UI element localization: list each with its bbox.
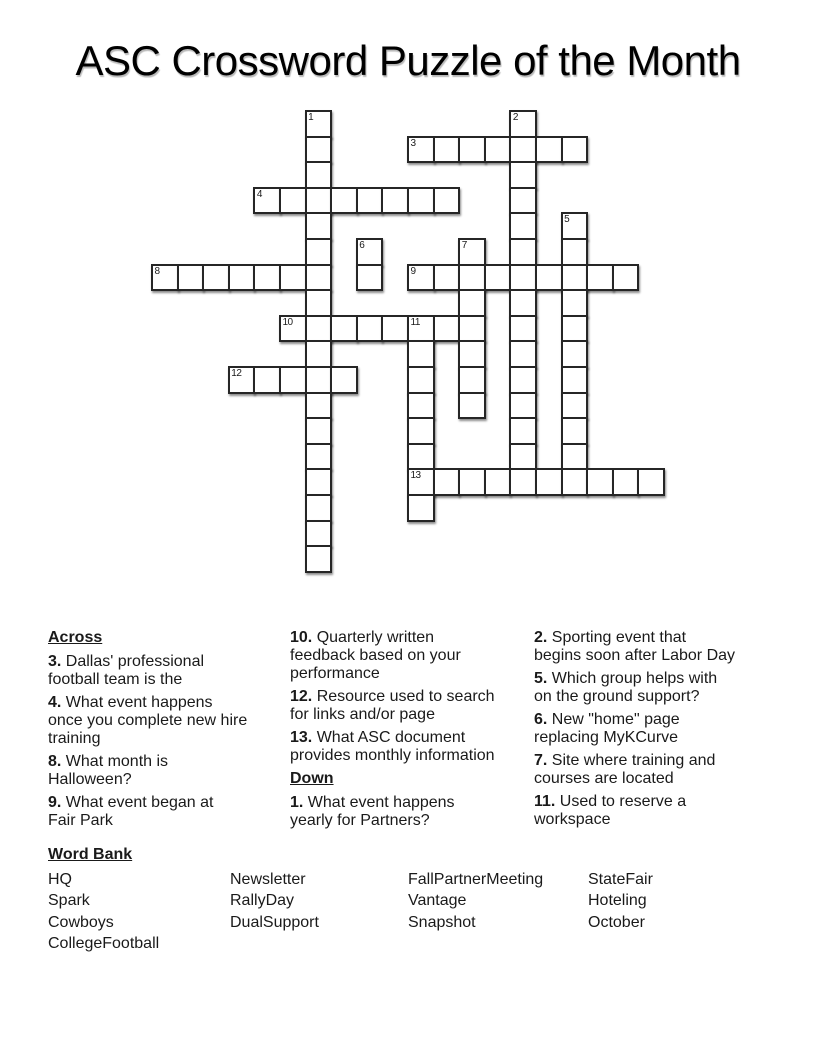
grid-cell [586,264,614,292]
grid-cell [305,443,333,471]
grid-cell [509,212,537,240]
grid-cell [586,468,614,496]
grid-cell [561,392,589,420]
clue-number: 5. [534,670,548,687]
clue-line: training [48,730,101,747]
grid-cell [509,392,537,420]
grid-cell [509,315,537,343]
grid-cell-number: 2 [512,112,518,123]
word-bank-heading: Word Bank [48,846,133,863]
grid-cell [305,417,333,445]
word-bank-item: Newsletter [230,871,306,888]
grid-cell [637,468,665,496]
word-bank-column-3 [408,869,543,933]
grid-cell [151,264,179,292]
grid-cell [407,366,435,394]
clue [48,694,247,748]
clues-column-1 [48,629,247,835]
grid-cell [305,187,333,215]
grid-cell-number: 12 [231,368,242,379]
grid-cell [177,264,205,292]
grid-cell [561,468,589,496]
clue [48,794,247,830]
grid-cell-number: 11 [410,316,420,328]
grid-cell [279,366,307,394]
grid-cell [305,545,333,573]
word-bank-item: HQ [48,871,72,888]
grid-cell [279,264,307,292]
clue-line: performance [290,665,380,682]
grid-cell [561,315,589,343]
clue-line: 8. What month is [48,753,169,770]
grid-cell-number: 3 [410,137,416,149]
clues-heading-across: Across [48,629,103,646]
grid-cell [330,187,358,215]
clue-line: once you complete new hire [48,712,248,729]
clue-line: 12. Resource used to search [290,688,495,705]
grid-cell [561,289,589,317]
clue-number: 2. [534,629,548,646]
grid-cell [484,468,512,496]
grid-cell [407,392,435,420]
grid-cell [458,315,486,343]
clue [290,729,495,765]
grid-cell [407,468,435,496]
clue-number: 6. [534,711,548,728]
grid-cell [305,315,333,343]
grid-cell [458,340,486,368]
grid-cell [279,315,307,343]
grid-cell [535,264,563,292]
grid-cell [330,315,358,343]
word-bank-item: Snapshot [408,913,476,931]
clue-line: 10. Quarterly written [290,629,435,646]
grid-cell [612,264,640,292]
clue-line: provides monthly information [290,747,495,764]
grid-cell [484,136,512,164]
grid-cell [561,340,589,368]
clue-number: 12. [290,688,313,705]
word-bank-item: DualSupport [230,913,319,931]
clue-number: 9. [48,794,62,811]
grid-cell [509,366,537,394]
word-bank-column-1 [48,869,159,954]
grid-cell [407,136,435,164]
clues-column-2 [290,629,495,835]
clue [534,629,735,665]
word-bank-item: CollegeFootball [48,934,160,952]
grid-cell [535,468,563,496]
grid-cell [561,136,589,164]
grid-cell [305,110,333,138]
grid-cell [484,264,512,292]
grid-cell [509,443,537,471]
grid-cell [407,417,435,445]
word-bank-column-4 [588,869,653,933]
clue-line: feedback based on your [290,647,461,664]
word-bank-item: RallyDay [230,892,295,910]
clue [534,711,735,747]
clue [534,752,735,788]
grid-cell [356,264,384,292]
clue-line: replacing MyKCurve [534,729,679,746]
clue-number: 13. [290,729,313,746]
grid-cell [305,494,333,522]
grid-cell [561,443,589,471]
grid-cell [458,366,486,394]
clue-line: on the ground support? [534,688,700,705]
clues-heading-down: Down [290,770,334,787]
grid-cell [305,392,333,420]
grid-cell-number: 7 [461,240,467,251]
grid-cell [433,136,461,164]
grid-cell [509,289,537,317]
clue-line: yearly for Partners? [290,812,430,829]
clue [48,653,247,689]
clue [290,629,495,683]
clue-line: workspace [534,811,611,828]
clue-line: 5. Which group helps with [534,670,718,687]
grid-cell-number: 6 [359,240,365,251]
grid-cell [407,443,435,471]
clue-line: 7. Site where training and [534,752,716,769]
clue-line: 9. What event began at [48,794,214,811]
grid-cell [305,366,333,394]
clue-number: 11. [534,793,556,810]
grid-cell [407,494,435,522]
grid-cell [509,417,537,445]
word-bank-item: Hoteling [588,892,647,910]
grid-cell [228,366,256,394]
grid-cell [458,136,486,164]
grid-cell [305,264,333,292]
grid-cell [407,340,435,368]
grid-cell [305,161,333,189]
grid-cell [433,468,461,496]
grid-cell [458,392,486,420]
grid-cell [458,264,486,292]
page-title: ASC Crossword Puzzle of the Month [75,37,741,84]
grid-cell-number: 1 [308,112,314,123]
clue-line: Halloween? [48,771,132,788]
grid-cell [228,264,256,292]
grid-cell [561,264,589,292]
clue [290,688,495,724]
word-bank-column-2 [230,869,319,933]
grid-cell-number: 9 [410,265,416,277]
word-bank-item: Spark [48,892,90,910]
grid-cell [561,417,589,445]
clue-line: 6. New "home" page [534,711,680,728]
clue-number: 10. [290,629,313,646]
word-bank-item: StateFair [588,871,653,888]
grid-cell [407,315,435,343]
word-bank-item: October [588,913,645,931]
grid-cell [509,238,537,266]
clue-number: 4. [48,694,62,711]
grid-cell [458,468,486,496]
clue-line: for links and/or page [290,706,435,723]
grid-cell [279,187,307,215]
clue [534,670,735,706]
grid-cell [561,366,589,394]
grid-cell [305,212,333,240]
grid-cell [253,264,281,292]
clue-line: begins soon after Labor Day [534,647,736,664]
grid-cell [458,289,486,317]
clue-number: 3. [48,653,62,670]
grid-cell [305,520,333,548]
clue-line: football team is the [48,671,183,688]
clue-number: 7. [534,752,548,769]
grid-cell [305,340,333,368]
grid-cell [535,136,563,164]
grid-cell-number: 8 [154,265,160,277]
grid-cell [509,110,537,138]
grid-cell [305,136,333,164]
grid-cell [356,315,384,343]
grid-cell [509,340,537,368]
word-bank-item: Cowboys [48,913,114,931]
grid-cell [509,136,537,164]
grid-cell-number: 13 [410,470,421,482]
clue-line: 1. What event happens [290,794,455,811]
grid-cell [356,238,384,266]
clue-line: 11. Used to reserve a [534,793,687,810]
word-bank-item: FallPartnerMeeting [408,871,544,888]
grid-cell [407,264,435,292]
grid-cell [381,187,409,215]
grid-cell [305,238,333,266]
grid-cell-number: 10 [282,316,293,328]
clue-line: 4. What event happens [48,694,213,711]
grid-cell [202,264,230,292]
grid-cell [407,187,435,215]
grid-cell [509,187,537,215]
clue [290,794,495,830]
clues-column-3 [534,629,735,834]
grid-cell [253,366,281,394]
clue-number: 1. [290,794,304,811]
grid-cell [330,366,358,394]
clue [48,753,247,789]
grid-cell [356,187,384,215]
grid-cell [561,238,589,266]
word-bank-item: Vantage [408,892,467,910]
grid-cell [433,187,461,215]
clue-line: 13. What ASC document [290,729,466,746]
clue [534,793,735,829]
grid-cell-number: 4 [256,188,262,200]
grid-cell [433,264,461,292]
grid-cell [253,187,281,215]
grid-cell-number: 5 [564,214,570,226]
grid-cell [561,212,589,240]
clue-line: courses are located [534,770,674,787]
clue-number: 8. [48,753,62,770]
grid-cell [458,238,486,266]
clue-line: 2. Sporting event that [534,629,687,646]
clue-line: 3. Dallas' professional [48,653,205,670]
grid-cell [305,289,333,317]
grid-cell [509,468,537,496]
grid-cell [305,468,333,496]
clue-line: Fair Park [48,812,113,829]
grid-cell [381,315,409,343]
grid-cell [612,468,640,496]
grid-cell [433,315,461,343]
grid-cell [509,264,537,292]
grid-cell [509,161,537,189]
